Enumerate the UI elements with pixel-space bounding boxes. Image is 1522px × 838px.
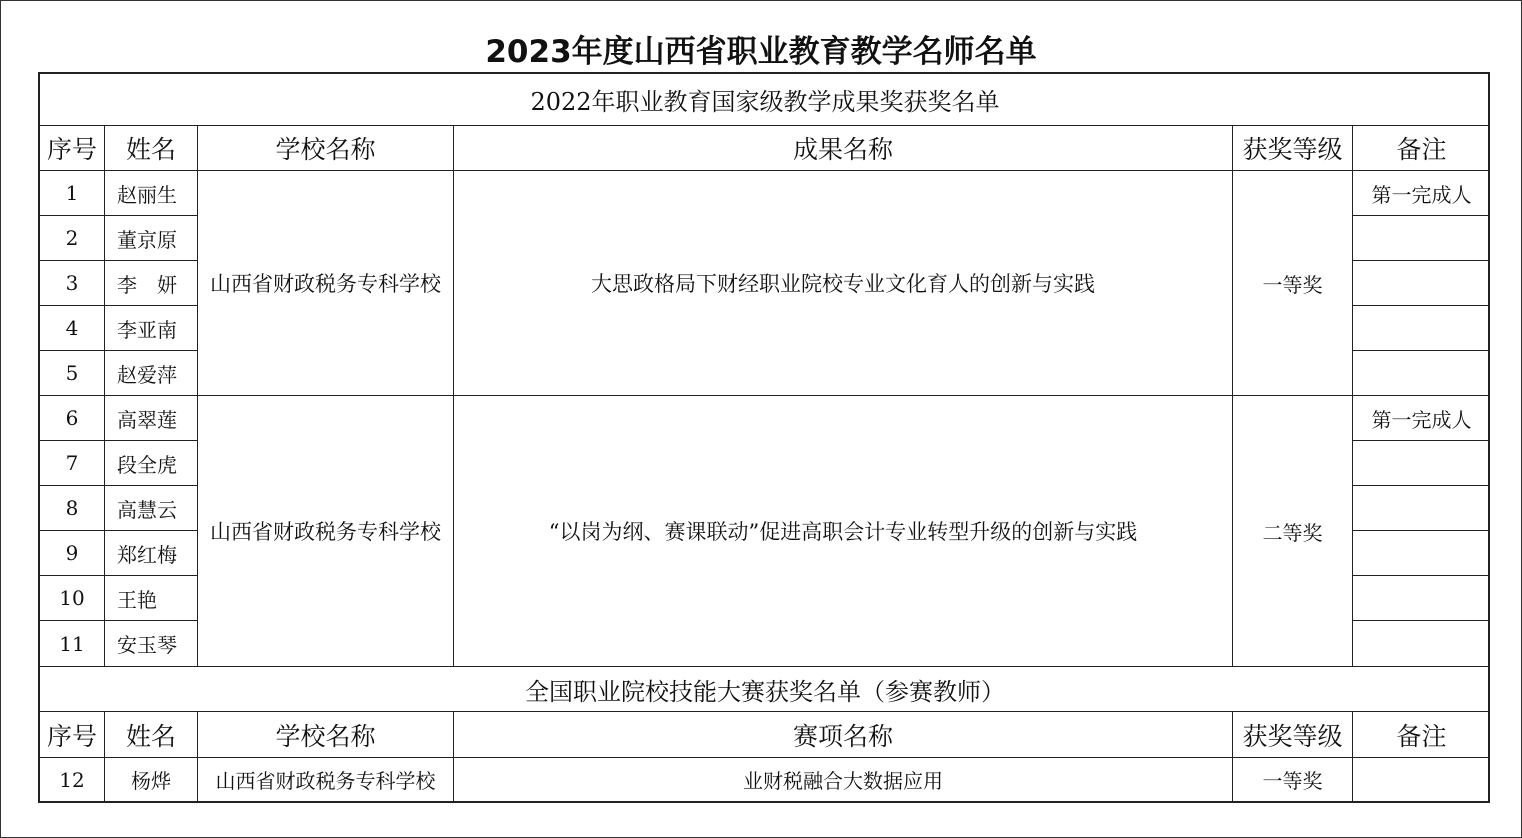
header-level: 获奖等级 <box>1233 712 1353 758</box>
group2-level: 二等奖 <box>1233 396 1353 667</box>
header-level: 获奖等级 <box>1233 126 1353 171</box>
row-name: 郑红梅 <box>105 531 198 576</box>
group2-achievement: “以岗为纲、赛课联动”促进高职会计专业转型升级的创新与实践 <box>454 396 1233 667</box>
row-note <box>1353 351 1490 396</box>
row-note: 第一完成人 <box>1353 396 1490 441</box>
row-level: 一等奖 <box>1233 758 1353 801</box>
row-no: 4 <box>40 306 105 351</box>
header-school: 学校名称 <box>198 126 454 171</box>
row-name: 李亚南 <box>105 306 198 351</box>
row-no: 1 <box>40 171 105 216</box>
row-no: 3 <box>40 261 105 306</box>
group1-level: 一等奖 <box>1233 171 1353 396</box>
row-no: 2 <box>40 216 105 261</box>
group1-school: 山西省财政税务专科学校 <box>198 171 454 396</box>
row-name: 安玉琴 <box>105 621 198 667</box>
row-note <box>1353 441 1490 486</box>
section1-heading: 2022年职业教育国家级教学成果奖获奖名单 <box>40 74 1490 126</box>
header-no: 序号 <box>40 712 105 758</box>
row-name: 赵爱萍 <box>105 351 198 396</box>
row-note <box>1353 758 1490 801</box>
group2-school: 山西省财政税务专科学校 <box>198 396 454 667</box>
header-achievement: 成果名称 <box>454 126 1233 171</box>
row-event: 业财税融合大数据应用 <box>454 758 1233 801</box>
header-event: 赛项名称 <box>454 712 1233 758</box>
header-note: 备注 <box>1353 712 1490 758</box>
page-title: 2023年度山西省职业教育教学名师名单 <box>485 34 1037 70</box>
header-no: 序号 <box>40 126 105 171</box>
row-no: 11 <box>40 621 105 667</box>
row-note <box>1353 486 1490 531</box>
row-name: 高慧云 <box>105 486 198 531</box>
header-name: 姓名 <box>105 712 198 758</box>
row-note <box>1353 531 1490 576</box>
header-school: 学校名称 <box>198 712 454 758</box>
row-name: 杨烨 <box>105 758 198 801</box>
row-no: 10 <box>40 576 105 621</box>
row-name: 高翠莲 <box>105 396 198 441</box>
row-note <box>1353 261 1490 306</box>
row-name: 董京原 <box>105 216 198 261</box>
row-school: 山西省财政税务专科学校 <box>198 758 454 801</box>
row-no: 8 <box>40 486 105 531</box>
row-no: 12 <box>40 758 105 801</box>
row-no: 9 <box>40 531 105 576</box>
row-note <box>1353 216 1490 261</box>
row-name: 李 妍 <box>105 261 198 306</box>
row-note <box>1353 621 1490 667</box>
row-note: 第一完成人 <box>1353 171 1490 216</box>
header-name: 姓名 <box>105 126 198 171</box>
award-table <box>38 72 1490 803</box>
section2-heading: 全国职业院校技能大赛获奖名单（参赛教师） <box>40 667 1490 712</box>
row-name: 王艳 <box>105 576 198 621</box>
row-no: 6 <box>40 396 105 441</box>
row-note <box>1353 576 1490 621</box>
row-name: 赵丽生 <box>105 171 198 216</box>
header-note: 备注 <box>1353 126 1490 171</box>
row-note <box>1353 306 1490 351</box>
row-name: 段全虎 <box>105 441 198 486</box>
row-no: 5 <box>40 351 105 396</box>
group1-achievement: 大思政格局下财经职业院校专业文化育人的创新与实践 <box>454 171 1233 396</box>
row-no: 7 <box>40 441 105 486</box>
